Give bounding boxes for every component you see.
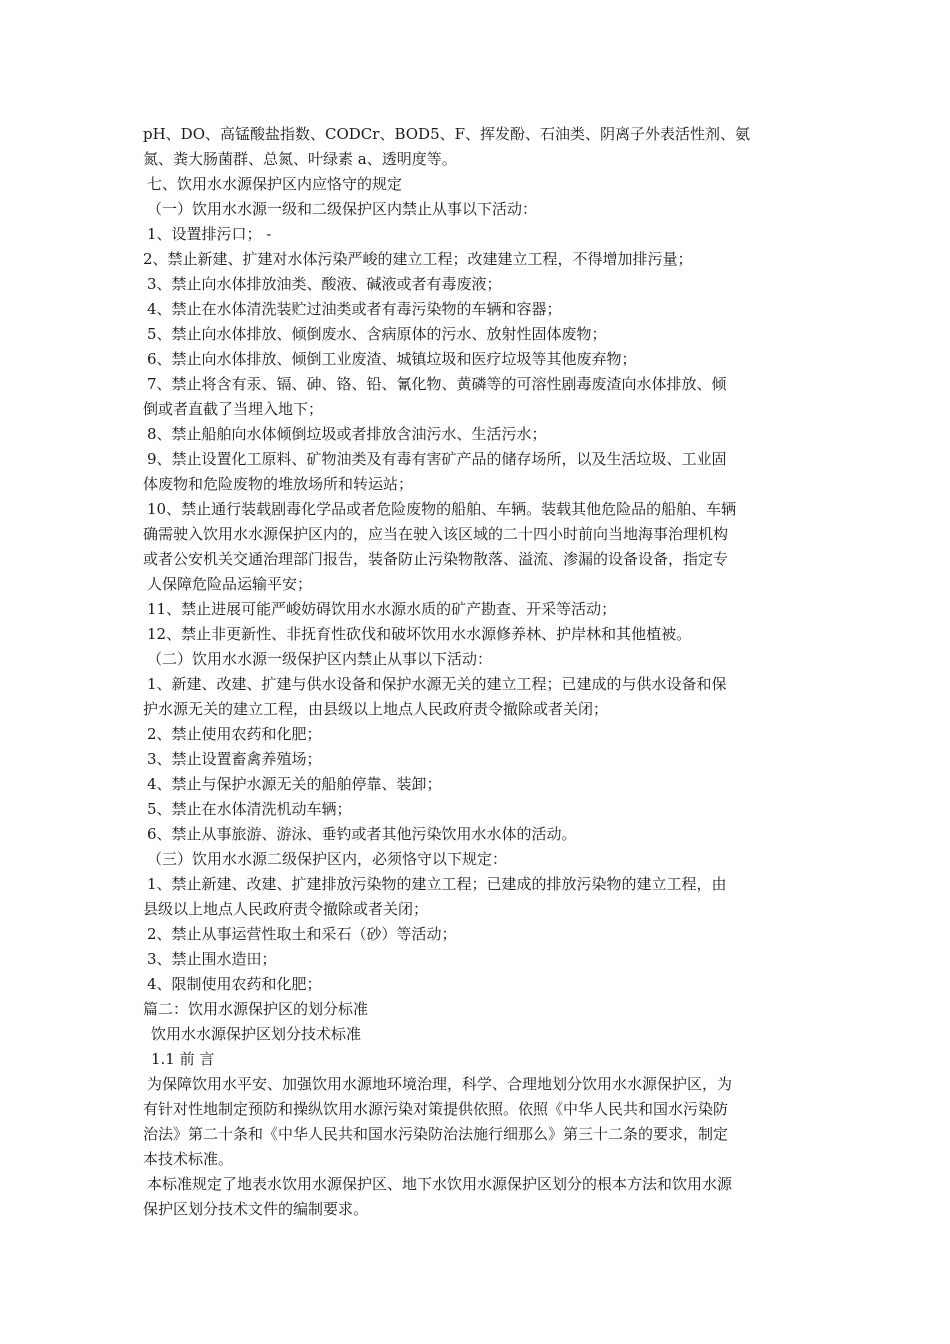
text-line: 3、禁止围水造田； xyxy=(147,950,277,968)
text-line: 有针对性地制定预防和操纵饮用水源污染对策提供依照。依照《中华人民共和国水污染防 xyxy=(143,1100,729,1118)
text-line: 5、禁止在水体清洗机动车辆； xyxy=(147,800,352,818)
text-line: （二）饮用水水源一级保护区内禁止从事以下活动： xyxy=(147,650,493,668)
text-line: 饮用水水源保护区划分技术标准 xyxy=(151,1025,362,1043)
text-line: 4、限制使用农药和化肥； xyxy=(147,975,322,993)
text-line: 确需驶入饮用水水源保护区内的，应当在驶入该区域的二十四小时前向当地海事治理机构 xyxy=(143,525,729,543)
text-line: 3、禁止设置畜禽养殖场； xyxy=(147,750,322,768)
text-line: 1.1 前 言 xyxy=(151,1050,215,1068)
text-line: 10、禁止通行装载剧毒化学品或者危险废物的船舶、车辆。装载其他危险品的船舶、车辆 xyxy=(147,500,737,518)
text-line: 4、禁止与保护水源无关的船舶停靠、装卸； xyxy=(147,775,442,793)
text-line: 1、禁止新建、改建、扩建排放污染物的建立工程；已建成的排放污染物的建立工程，由 xyxy=(147,875,727,893)
text-line: 2、禁止使用农药和化肥； xyxy=(147,725,322,743)
text-line: 体废物和危险废物的堆放场所和转运站； xyxy=(143,475,414,493)
text-line: 7、禁止将含有汞、镉、砷、铬、铅、氰化物、黄磷等的可溶性剧毒废渣向水体排放、倾 xyxy=(147,375,727,393)
text-line: 4、禁止在水体清洗装贮过油类或者有毒污染物的车辆和容器； xyxy=(147,300,562,318)
text-line: 5、禁止向水体排放、倾倒废水、含病原体的污水、放射性固体废物； xyxy=(147,325,607,343)
text-line: 8、禁止船舶向水体倾倒垃圾或者排放含油污水、生活污水； xyxy=(147,425,547,443)
text-line: 9、禁止设置化工原料、矿物油类及有毒有害矿产品的储存场所，以及生活垃圾、工业固 xyxy=(147,450,727,468)
text-line: 12、禁止非更新性、非抚育性砍伐和破坏饮用水水源修养林、护岸林和其他植被。 xyxy=(147,625,692,643)
text-line: 或者公安机关交通治理部门报告，装备防止污染物散落、溢流、渗漏的设备设备，指定专 xyxy=(143,550,729,568)
text-line: 治法》第二十条和《中华人民共和国水污染防治法施行细那么》第三十二条的要求，制定 xyxy=(143,1125,729,1143)
text-line: （三）饮用水水源二级保护区内，必须恪守以下规定： xyxy=(147,850,508,868)
text-line: （一）饮用水水源一级和二级保护区内禁止从事以下活动： xyxy=(147,200,538,218)
text-line: 3、禁止向水体排放油类、酸液、碱液或者有毒废液； xyxy=(147,275,502,293)
text-line: 七、饮用水水源保护区内应恪守的规定 xyxy=(147,175,403,193)
text-line: 倒或者直截了当埋入地下； xyxy=(143,400,324,418)
text-line: 篇二：饮用水源保护区的划分标准 xyxy=(143,1000,369,1018)
text-line: 人保障危险品运输平安； xyxy=(147,575,313,593)
text-line: 1、新建、改建、扩建与供水设备和保护水源无关的建立工程；已建成的与供水设备和保 xyxy=(147,675,727,693)
text-line: 本技术标准。 xyxy=(143,1150,234,1168)
text-line: 6、禁止向水体排放、倾倒工业废渣、城镇垃圾和医疗垃圾等其他废弃物； xyxy=(147,350,637,368)
text-line: pH、DO、高锰酸盐指数、CODCr、BOD5、F、挥发酚、石油类、阴离子外表活性剂、氨 xyxy=(143,125,751,143)
text-line: 本标准规定了地表水饮用水源保护区、地下水饮用水源保护区划分的根本方法和饮用水源 xyxy=(147,1175,733,1193)
text-line: 护水源无关的建立工程，由县级以上地点人民政府责令撤除或者关闭； xyxy=(143,700,609,718)
text-line: 氮、粪大肠菌群、总氮、叶绿素 a、透明度等。 xyxy=(143,150,457,168)
text-line: 2、禁止新建、扩建对水体污染严峻的建立工程；改建建立工程，不得增加排污量； xyxy=(143,250,693,268)
text-line: 1、设置排污口； - xyxy=(147,225,272,243)
text-line: 6、禁止从事旅游、游泳、垂钓或者其他污染饮用水水体的活动。 xyxy=(147,825,577,843)
text-line: 2、禁止从事运营性取土和采石（砂）等活动； xyxy=(147,925,457,943)
document-page xyxy=(143,122,811,1222)
text-line: 县级以上地点人民政府责令撤除或者关闭； xyxy=(143,900,429,918)
text-line: 为保障饮用水平安、加强饮用水源地环境治理，科学、合理地划分饮用水水源保护区，为 xyxy=(147,1075,733,1093)
text-line: 保护区划分技术文件的编制要求。 xyxy=(143,1200,369,1218)
text-line: 11、禁止进展可能严峻妨碍饮用水水源水质的矿产勘查、开采等活动； xyxy=(147,600,617,618)
